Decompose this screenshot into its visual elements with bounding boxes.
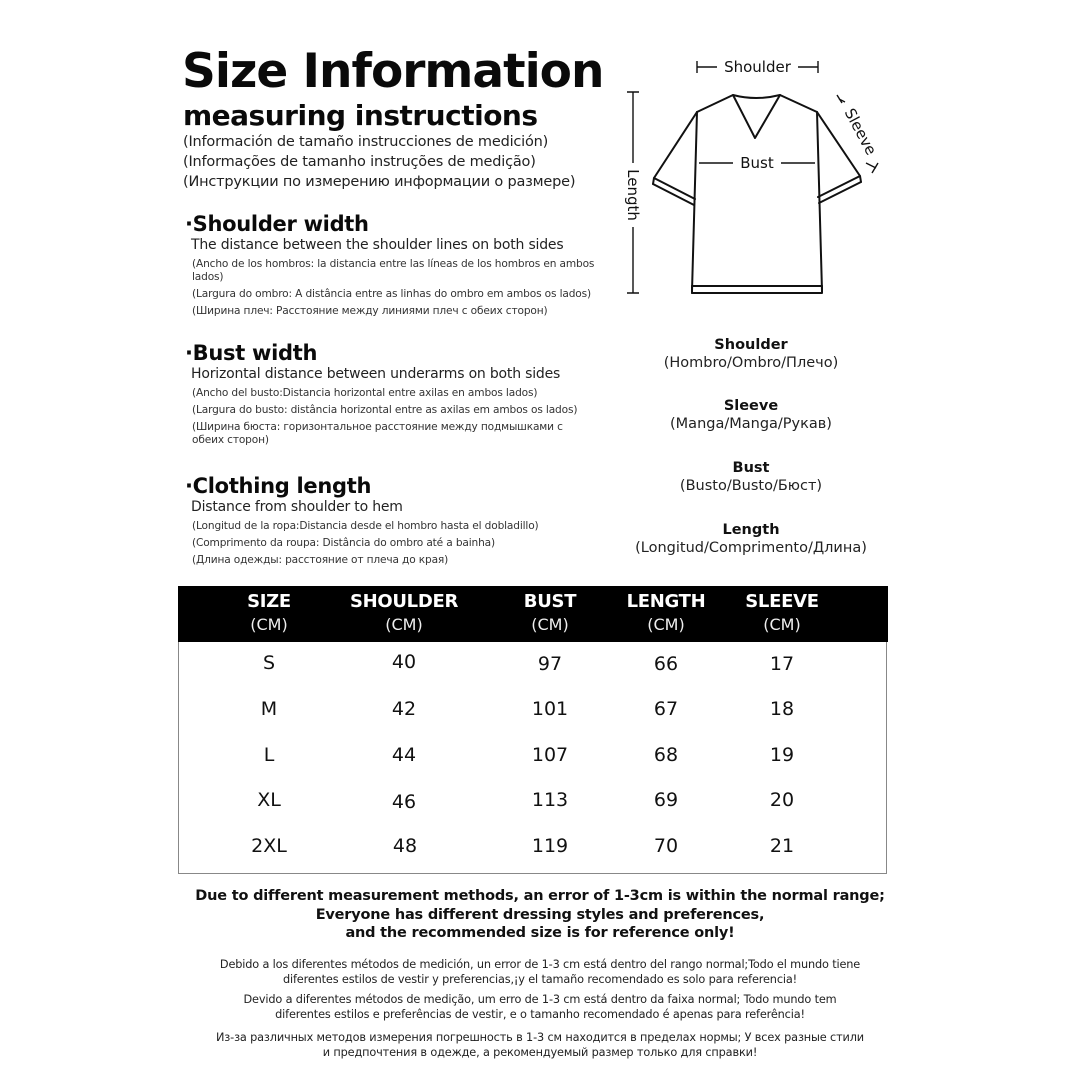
- cell-size: L: [263, 744, 275, 766]
- disclaimer-line: Debido a los diferentes métodos de medición, un error de 1-3 cm está dentro del rango normal;Todo el mundo tiene: [219, 958, 861, 971]
- cell-sleeve: 19: [769, 744, 795, 766]
- size-chart-table: [178, 586, 887, 874]
- legend-translations: (Busto/Busto/Бюст): [679, 478, 823, 494]
- legend-translations: (Longitud/Comprimento/Длина): [635, 540, 867, 556]
- cell-shoulder: 48: [392, 835, 418, 857]
- cell-bust: 113: [531, 789, 569, 811]
- subtitle-translation-ru: (Инструкции по измерению информации о размере): [183, 174, 576, 190]
- column-header-bust: BUST (CM): [523, 591, 577, 634]
- section-note-es: (Longitud de la ropa:Distancia desde el hombro hasta el dobladillo): [192, 520, 539, 532]
- section-shoulder-width: [185, 212, 595, 318]
- cell-sleeve: 18: [769, 698, 795, 720]
- section-heading: ·Bust width: [185, 341, 318, 365]
- legend-translations: (Manga/Manga/Рукав): [670, 416, 832, 432]
- cell-bust: 97: [537, 653, 563, 675]
- cell-bust: 119: [531, 835, 569, 857]
- cell-shoulder: 46: [391, 791, 417, 813]
- page-title: Size Information: [182, 44, 604, 99]
- legend-item-shoulder: [620, 337, 882, 372]
- table-header: [178, 586, 888, 642]
- section-description: Horizontal distance between underarms on both sides: [191, 366, 561, 382]
- disclaimer-line: Everyone has different dressing styles and preferences,: [315, 906, 765, 923]
- cell-size: S: [262, 652, 276, 674]
- section-heading: ·Shoulder width: [185, 212, 369, 236]
- disclaimer-russian: [150, 1031, 930, 1060]
- legend-item-sleeve: [620, 398, 882, 433]
- section-note-ru: (Длина одежды: расстояние от плеча до края): [192, 554, 449, 566]
- column-header-sleeve: SLEEVE (CM): [745, 591, 819, 634]
- section-note-pt: (Comprimento da roupa: Distância do ombro até a bainha): [192, 537, 495, 549]
- cell-size: 2XL: [251, 835, 287, 857]
- cell-size: XL: [257, 789, 281, 811]
- section-note-ru: (Ширина бюста: горизонтальное расстояние между подмышками с обеих сторон): [192, 421, 563, 446]
- disclaimer-english: [150, 887, 930, 943]
- disclaimer-line: and the recommended size is for reference only!: [345, 925, 735, 941]
- disclaimer-line: Из-за различных методов измерения погрешность в 1-3 см находится в пределах нормы; У всех разные стили: [215, 1031, 864, 1044]
- column-header-size: SIZE (CM): [247, 591, 291, 634]
- legend-term: Sleeve: [723, 398, 779, 414]
- cell-bust: 101: [531, 698, 569, 720]
- column-header-length: LENGTH (CM): [626, 591, 706, 634]
- cell-length: 67: [653, 698, 679, 720]
- legend-item-bust: [620, 460, 882, 495]
- legend-term: Bust: [732, 460, 770, 476]
- cell-sleeve: 21: [769, 835, 795, 857]
- section-note-es: (Ancho de los hombros: la distancia entre las líneas de los hombros en ambos lados): [192, 258, 595, 283]
- legend-item-length: [620, 522, 882, 557]
- cell-length: 68: [653, 744, 679, 766]
- cell-length: 66: [653, 653, 679, 675]
- disclaimer-line: Devido a diferentes métodos de medição, um erro de 1-3 cm está dentro da faixa normal; Todo mundo tem: [243, 993, 837, 1006]
- cell-shoulder: 40: [391, 651, 417, 673]
- cell-sleeve: 20: [769, 789, 795, 811]
- column-header-shoulder: SHOULDER (CM): [349, 591, 459, 634]
- section-note-ru: (Ширина плеч: Расстояние между линиями плеч с обеих сторон): [192, 305, 548, 317]
- diagram-label-shoulder: Shoulder: [724, 58, 791, 76]
- tshirt-measurement-diagram: [615, 45, 895, 315]
- section-clothing-length: [185, 474, 595, 567]
- disclaimer-line: diferentes estilos e preferências de vestir, e o tamanho recomendado é apenas para referência!: [275, 1007, 805, 1021]
- disclaimer-spanish: [150, 958, 930, 987]
- section-description: The distance between the shoulder lines on both sides: [191, 237, 564, 253]
- page-subtitle: measuring instructions: [183, 99, 538, 132]
- disclaimer-portuguese: [150, 993, 930, 1022]
- legend-translations: (Hombro/Ombro/Плечо): [663, 355, 839, 371]
- section-heading: ·Clothing length: [185, 474, 372, 498]
- legend-term: Shoulder: [714, 337, 788, 353]
- subtitle-translation-pt: (Informações de tamanho instruções de medição): [183, 154, 536, 170]
- section-note-pt: (Largura do ombro: A distância entre as linhas do ombro em ambos os lados): [192, 288, 591, 300]
- cell-bust: 107: [531, 744, 569, 766]
- section-description: Distance from shoulder to hem: [191, 499, 403, 515]
- cell-size: M: [260, 698, 278, 720]
- cell-length: 70: [653, 835, 679, 857]
- diagram-label-bust: Bust: [740, 154, 774, 172]
- section-note-pt: (Largura do busto: distância horizontal entre as axilas em ambos os lados): [192, 404, 578, 416]
- disclaimer-line: Due to different measurement methods, an error of 1-3cm is within the normal range;: [195, 888, 885, 904]
- disclaimer-line: и предпочтения в одежде, а рекомендуемый размер только для справки!: [322, 1045, 758, 1059]
- diagram-label-sleeve: Sleeve: [840, 105, 881, 159]
- section-bust-width: [185, 341, 595, 447]
- subtitle-translation-es: (Información de tamaño instrucciones de medición): [183, 134, 549, 150]
- cell-sleeve: 17: [769, 653, 795, 675]
- cell-shoulder: 42: [391, 698, 417, 720]
- legend-term: Length: [722, 522, 780, 538]
- tshirt-outline-icon: [615, 45, 895, 315]
- disclaimer-line: diferentes estilos de vestir y preferencias,¡y el tamaño recomendado es solo para referencia!: [282, 972, 798, 986]
- cell-shoulder: 44: [391, 744, 417, 766]
- diagram-label-length: Length: [624, 169, 642, 221]
- section-note-es: (Ancho del busto:Distancia horizontal entre axilas en ambos lados): [192, 387, 538, 399]
- cell-length: 69: [653, 789, 679, 811]
